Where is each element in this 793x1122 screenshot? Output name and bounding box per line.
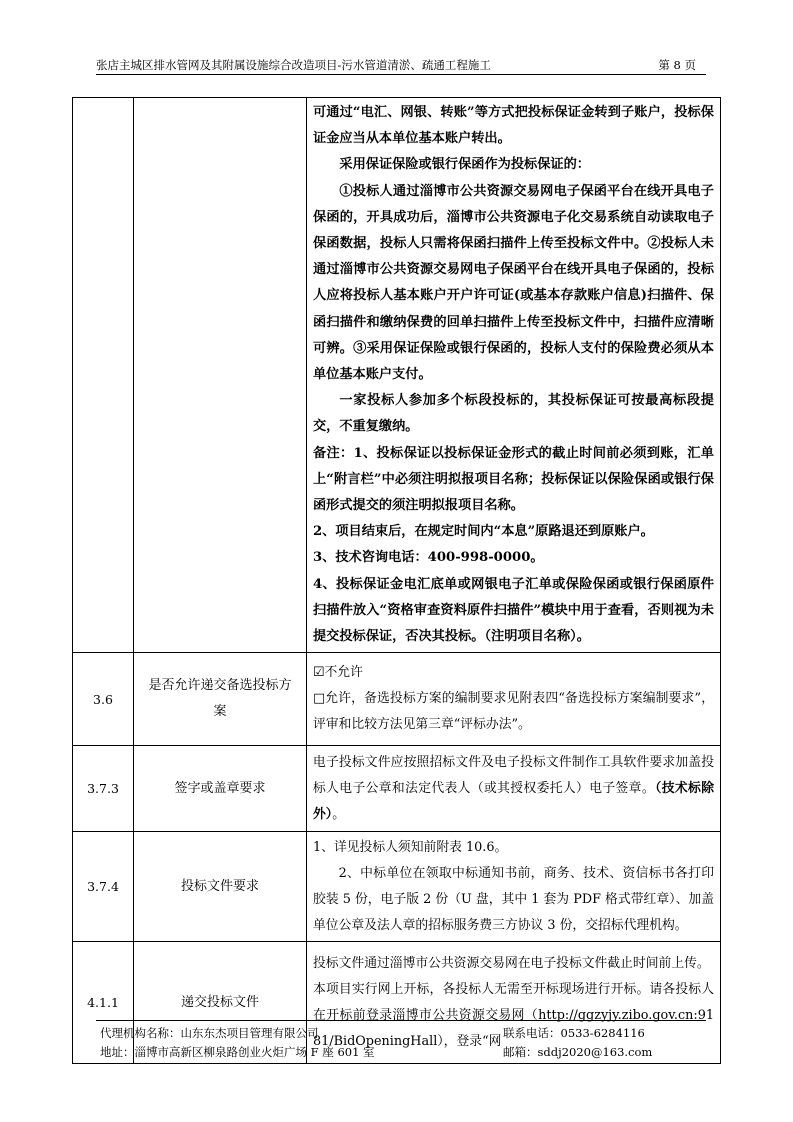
content-paragraph: 本项目实行网上开标，各投标人无需至开标现场进行开标。请各投标人在开标前登录淄博市公共资源交易网（http://ggzyjy.zibo.gov.cn:9181/BidOpeningHall），登录“网 [313,981,714,1049]
clause-number: 3.6 [73,653,134,746]
clause-content-cell [307,832,721,942]
content-paragraph: 1、详见投标人须知前附表 10.6。 [313,839,508,855]
technical-bid-exception: （技术标除外） [313,780,714,822]
contact-phone: 联系电话：0533-6284116 [503,1026,645,1040]
content-paragraph: 采用保证保险或银行保函作为投标保证的： [339,157,590,173]
content-paragraph: 一家投标人参加多个标段投标的，其投标保证可按最高标段提交，不重复缴纳。 [313,393,714,435]
note-paragraph: 2、项目结束后，在规定时间内“本息”原路退还到原账户。 [313,524,654,540]
table-row [73,746,721,832]
checked-box-icon: ☑ [313,665,325,681]
agency-name: 代理机构名称：山东东杰项目管理有限公司 [100,1026,319,1040]
table-row [73,653,721,746]
note-paragraph: 备注：1、投标保证以投标保证金形式的截止时间前必须到账，汇单上“附言栏”中必须注明拟报项目名称；投标保证以保险保函或银行保函形式提交的须注明拟报项目名称。 [313,445,714,514]
page-footer [100,1024,700,1062]
document-title: 张店主城区排水管网及其附属设施综合改造项目-污水管道清淤、疏通工程施工 [96,58,491,72]
clause-content-cell: 电子投标文件应按照招标文件及电子投标文件制作工具软件要求加盖投标人电子公章和法定代表人（或其授权委托人）电子签章。（技术标除外）。 [307,746,721,832]
option-allowed: 允许，备选投标方案的编制要求见附表四“备选投标方案编制要求”，评审和比较方法见第三章“评标办法”。 [313,691,714,733]
content-paragraph: 可通过“电汇、网银、转账”等方式把投标保证金转到子账户，投标保证金应当从本单位基本账户转出。 [313,105,714,147]
clause-item: 递交投标文件 [134,942,307,1064]
clause-item: 投标文件要求 [134,832,307,942]
contact-email: 邮箱：sddj2020@163.com [503,1045,653,1059]
agency-address: 地址：淄博市高新区柳泉路创业火炬广场 F 座 601 室 [100,1045,375,1059]
unchecked-box-icon: □ [313,691,326,707]
content-paragraph: ①投标人通过淄博市公共资源交易网电子保函平台在线开具电子保函的，开具成功后，淄博市公共资源电子化交易系统自动读取电子保函数据，投标人只需将保函扫描件上传至投标文件中。②投标人未通过淄博市公共资源交易网电子保函平台在线开具电子保函的，投标人应将投标人基本账户开户许可证(或基本存款账户信息)扫描件、保函扫描件和缴纳保费的回单扫描件上传至投标文件中，扫描件应清晰可辨。③采用保证保险或银行保函的，投标人支付的保险费必须从本单位基本账户支付。 [313,183,714,383]
content-paragraph: 2、中标单位在领取中标通知书前，商务、技术、资信标书各打印胶装 5 份，电子版 2 份（U 盘，其中 1 套为 PDF 格式带红章）、加盖单位公章及法人章的招标服务费三方协议 3 份，交招标代理机构。 [313,865,714,933]
clause-content-cell [307,653,721,746]
clause-item: 签字或盖章要求 [134,746,307,832]
content-paragraph: 投标文件通过淄博市公共资源交易网在电子投标文件截止时间前上传。 [313,955,710,971]
clause-item-cell [134,98,307,653]
note-paragraph: 4、投标保证金电汇底单或网银电子汇单或保险保函或银行保函原件扫描件放入“资格审查资料原件扫描件”模块中用于查看，否则视为未提交投标保证，否决其投标。（注明项目名称）。 [313,576,714,645]
clause-number: 3.7.4 [73,832,134,942]
bid-notice-table [72,97,721,1064]
clause-number: 3.7.3 [73,746,134,832]
note-paragraph: 3、技术咨询电话：400-998-0000。 [313,550,544,566]
clause-content-cell [307,98,721,653]
option-not-allowed: 不允许 [324,665,363,681]
footer-rule [96,1020,706,1021]
table-row [73,98,721,653]
page-number: 第 8 页 [658,58,696,72]
clause-number-cell [73,98,134,653]
header-rule [96,74,706,75]
clause-number: 4.1.1 [73,942,134,1064]
table-row [73,832,721,942]
clause-item: 是否允许递交备选投标方案 [134,653,307,746]
signature-requirement-text: 电子投标文件应按照招标文件及电子投标文件制作工具软件要求加盖投标人电子公章和法定代表人（或其授权委托人）电子签章。 [313,754,714,796]
